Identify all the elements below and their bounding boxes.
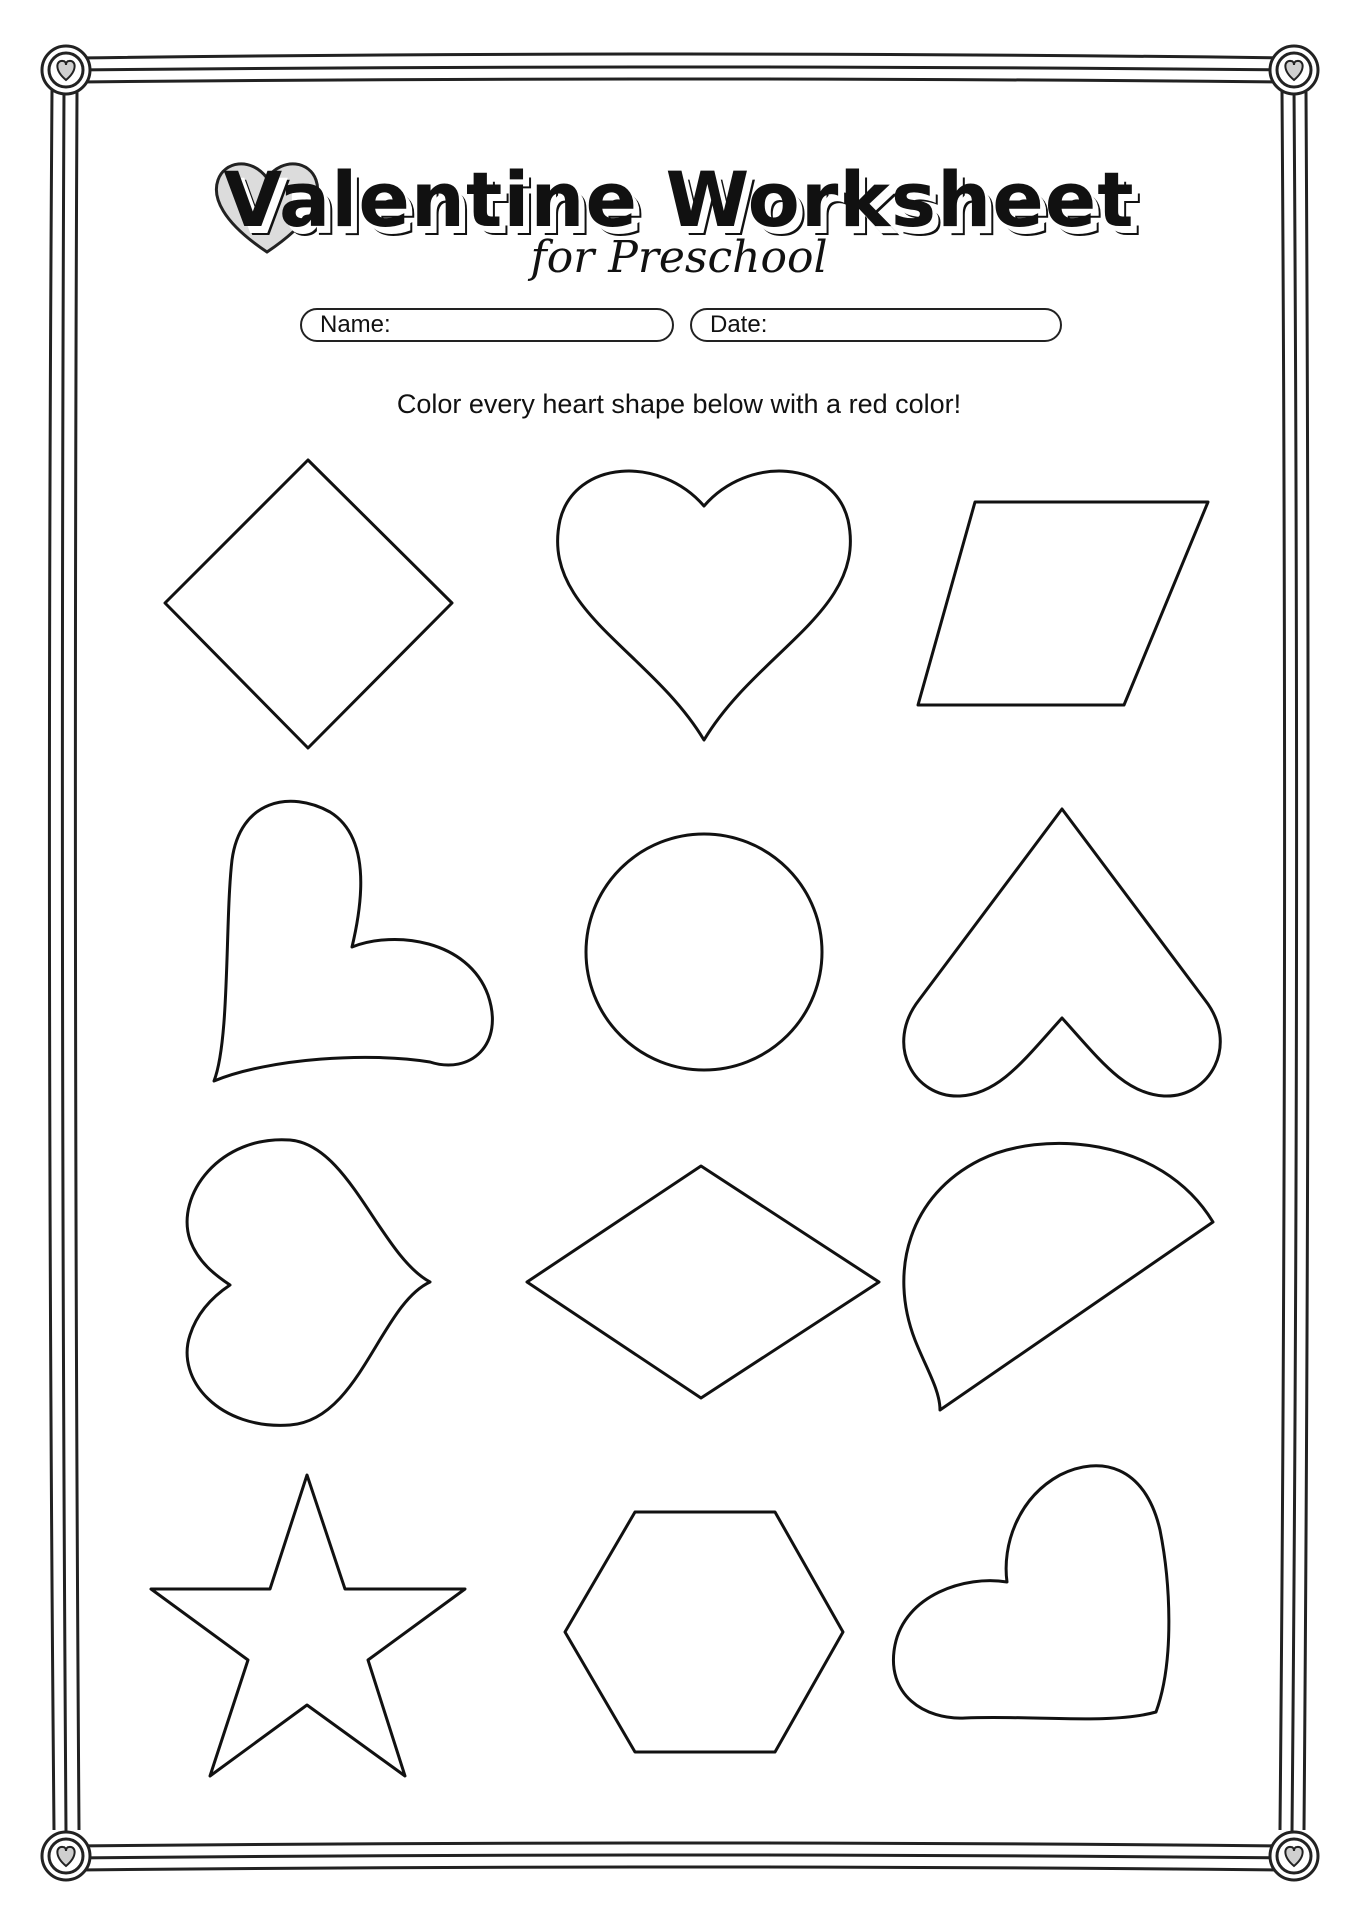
heart-inverted-shape[interactable] [904, 809, 1221, 1096]
circle-shape[interactable] [586, 834, 822, 1070]
parallelogram-shape[interactable] [918, 502, 1208, 705]
heart-tilted-left-shape[interactable] [214, 801, 492, 1081]
diamond-square-shape[interactable] [165, 460, 452, 748]
page-title: Valentine Worksheet [223, 155, 1135, 244]
heart-sideways-shape[interactable] [187, 1140, 430, 1426]
heart-shape[interactable] [558, 471, 851, 740]
instruction-text: Color every heart shape below with a red color! [396, 389, 962, 419]
half-circle-shape[interactable] [904, 1143, 1213, 1410]
name-label: Name: [320, 311, 391, 338]
page-subtitle: for Preschool [530, 232, 828, 283]
star-shape[interactable] [151, 1475, 465, 1776]
date-label: Date: [710, 311, 768, 338]
hexagon-shape[interactable] [565, 1512, 843, 1752]
heart-tilted-right-shape[interactable] [893, 1466, 1168, 1719]
rhombus-wide-shape[interactable] [527, 1166, 879, 1398]
